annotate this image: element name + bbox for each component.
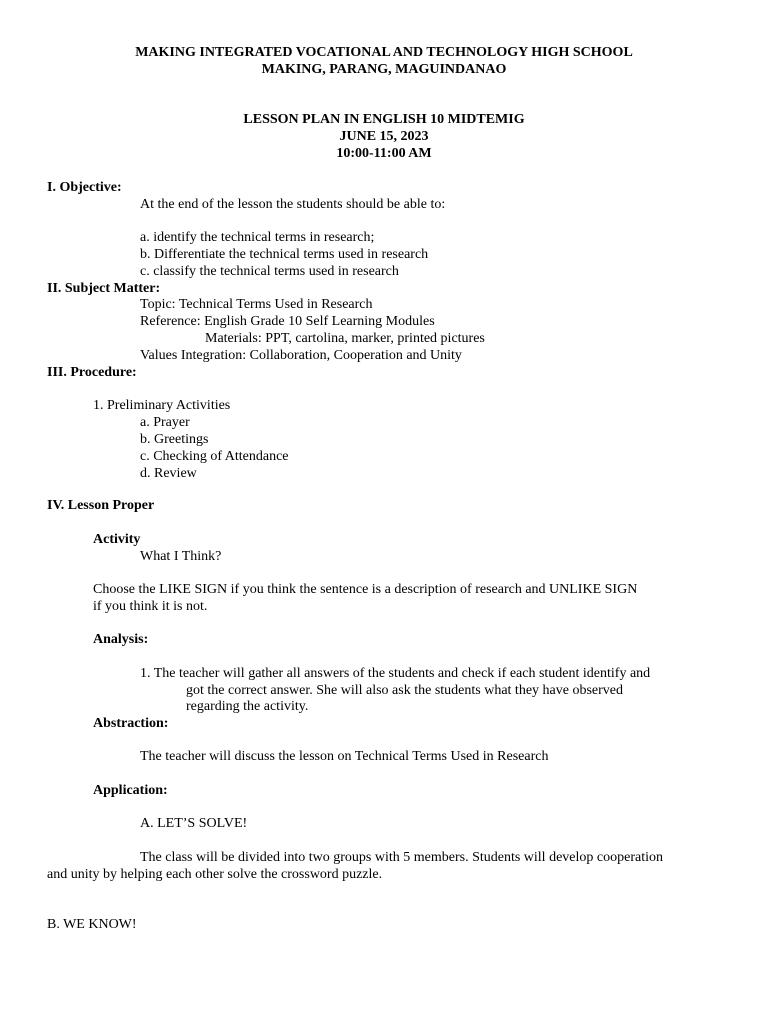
school-name: MAKING INTEGRATED VOCATIONAL AND TECHNOLOGY HIGH SCHOOL	[135, 45, 633, 60]
application-heading: Application:	[93, 783, 168, 798]
activity-title: What I Think?	[140, 549, 222, 564]
activity-heading: Activity	[93, 532, 141, 547]
lesson-plan-title: LESSON PLAN IN ENGLISH 10 MIDTEMIG	[243, 112, 525, 127]
application-text-line: and unity by helping each other solve the crossword puzzle.	[47, 867, 383, 882]
objective-item: a. identify the technical terms in research;	[140, 230, 375, 245]
analysis-text-line: got the correct answer. She will also ask the students what they have observed	[186, 683, 623, 698]
procedure-prelim: 1. Preliminary Activities	[93, 398, 231, 413]
procedure-heading: III. Procedure:	[47, 365, 137, 380]
objective-intro: At the end of the lesson the students should be able to:	[140, 197, 446, 212]
abstraction-heading: Abstraction:	[93, 716, 169, 731]
application-text-line: The class will be divided into two groups with 5 members. Students will develop cooperation	[140, 850, 663, 865]
lesson-proper-heading: IV. Lesson Proper	[47, 498, 155, 513]
lesson-plan-time: 10:00-11:00 AM	[336, 146, 432, 161]
procedure-item: a. Prayer	[140, 415, 190, 430]
procedure-item: d. Review	[140, 466, 197, 481]
school-address: MAKING, PARANG, MAGUINDANAO	[261, 62, 507, 77]
application-part-a: A. LET’S SOLVE!	[140, 816, 248, 831]
procedure-item: c. Checking of Attendance	[140, 449, 289, 464]
analysis-heading: Analysis:	[93, 632, 149, 647]
activity-instructions-line: if you think it is not.	[93, 599, 208, 614]
abstraction-text: The teacher will discuss the lesson on Technical Terms Used in Research	[140, 749, 549, 764]
lesson-plan-date: JUNE 15, 2023	[339, 129, 429, 144]
procedure-item: b. Greetings	[140, 432, 209, 447]
application-part-b: B. WE KNOW!	[47, 917, 137, 932]
analysis-text-line: 1. The teacher will gather all answers of the students and check if each student identify and	[140, 666, 651, 681]
subject-materials: Materials: PPT, cartolina, marker, printed pictures	[205, 331, 485, 346]
subject-reference: Reference: English Grade 10 Self Learning Modules	[140, 314, 435, 329]
activity-instructions-line: Choose the LIKE SIGN if you think the sentence is a description of research and UNLIKE SIGN	[93, 582, 638, 597]
objective-heading: I. Objective:	[47, 180, 122, 195]
subject-topic: Topic: Technical Terms Used in Research	[140, 297, 373, 312]
objective-item: c. classify the technical terms used in research	[140, 264, 399, 279]
objective-item: b. Differentiate the technical terms used in research	[140, 247, 429, 262]
subject-matter-heading: II. Subject Matter:	[47, 281, 161, 296]
analysis-text-line: regarding the activity.	[186, 699, 309, 714]
subject-values: Values Integration: Collaboration, Cooperation and Unity	[140, 348, 462, 363]
